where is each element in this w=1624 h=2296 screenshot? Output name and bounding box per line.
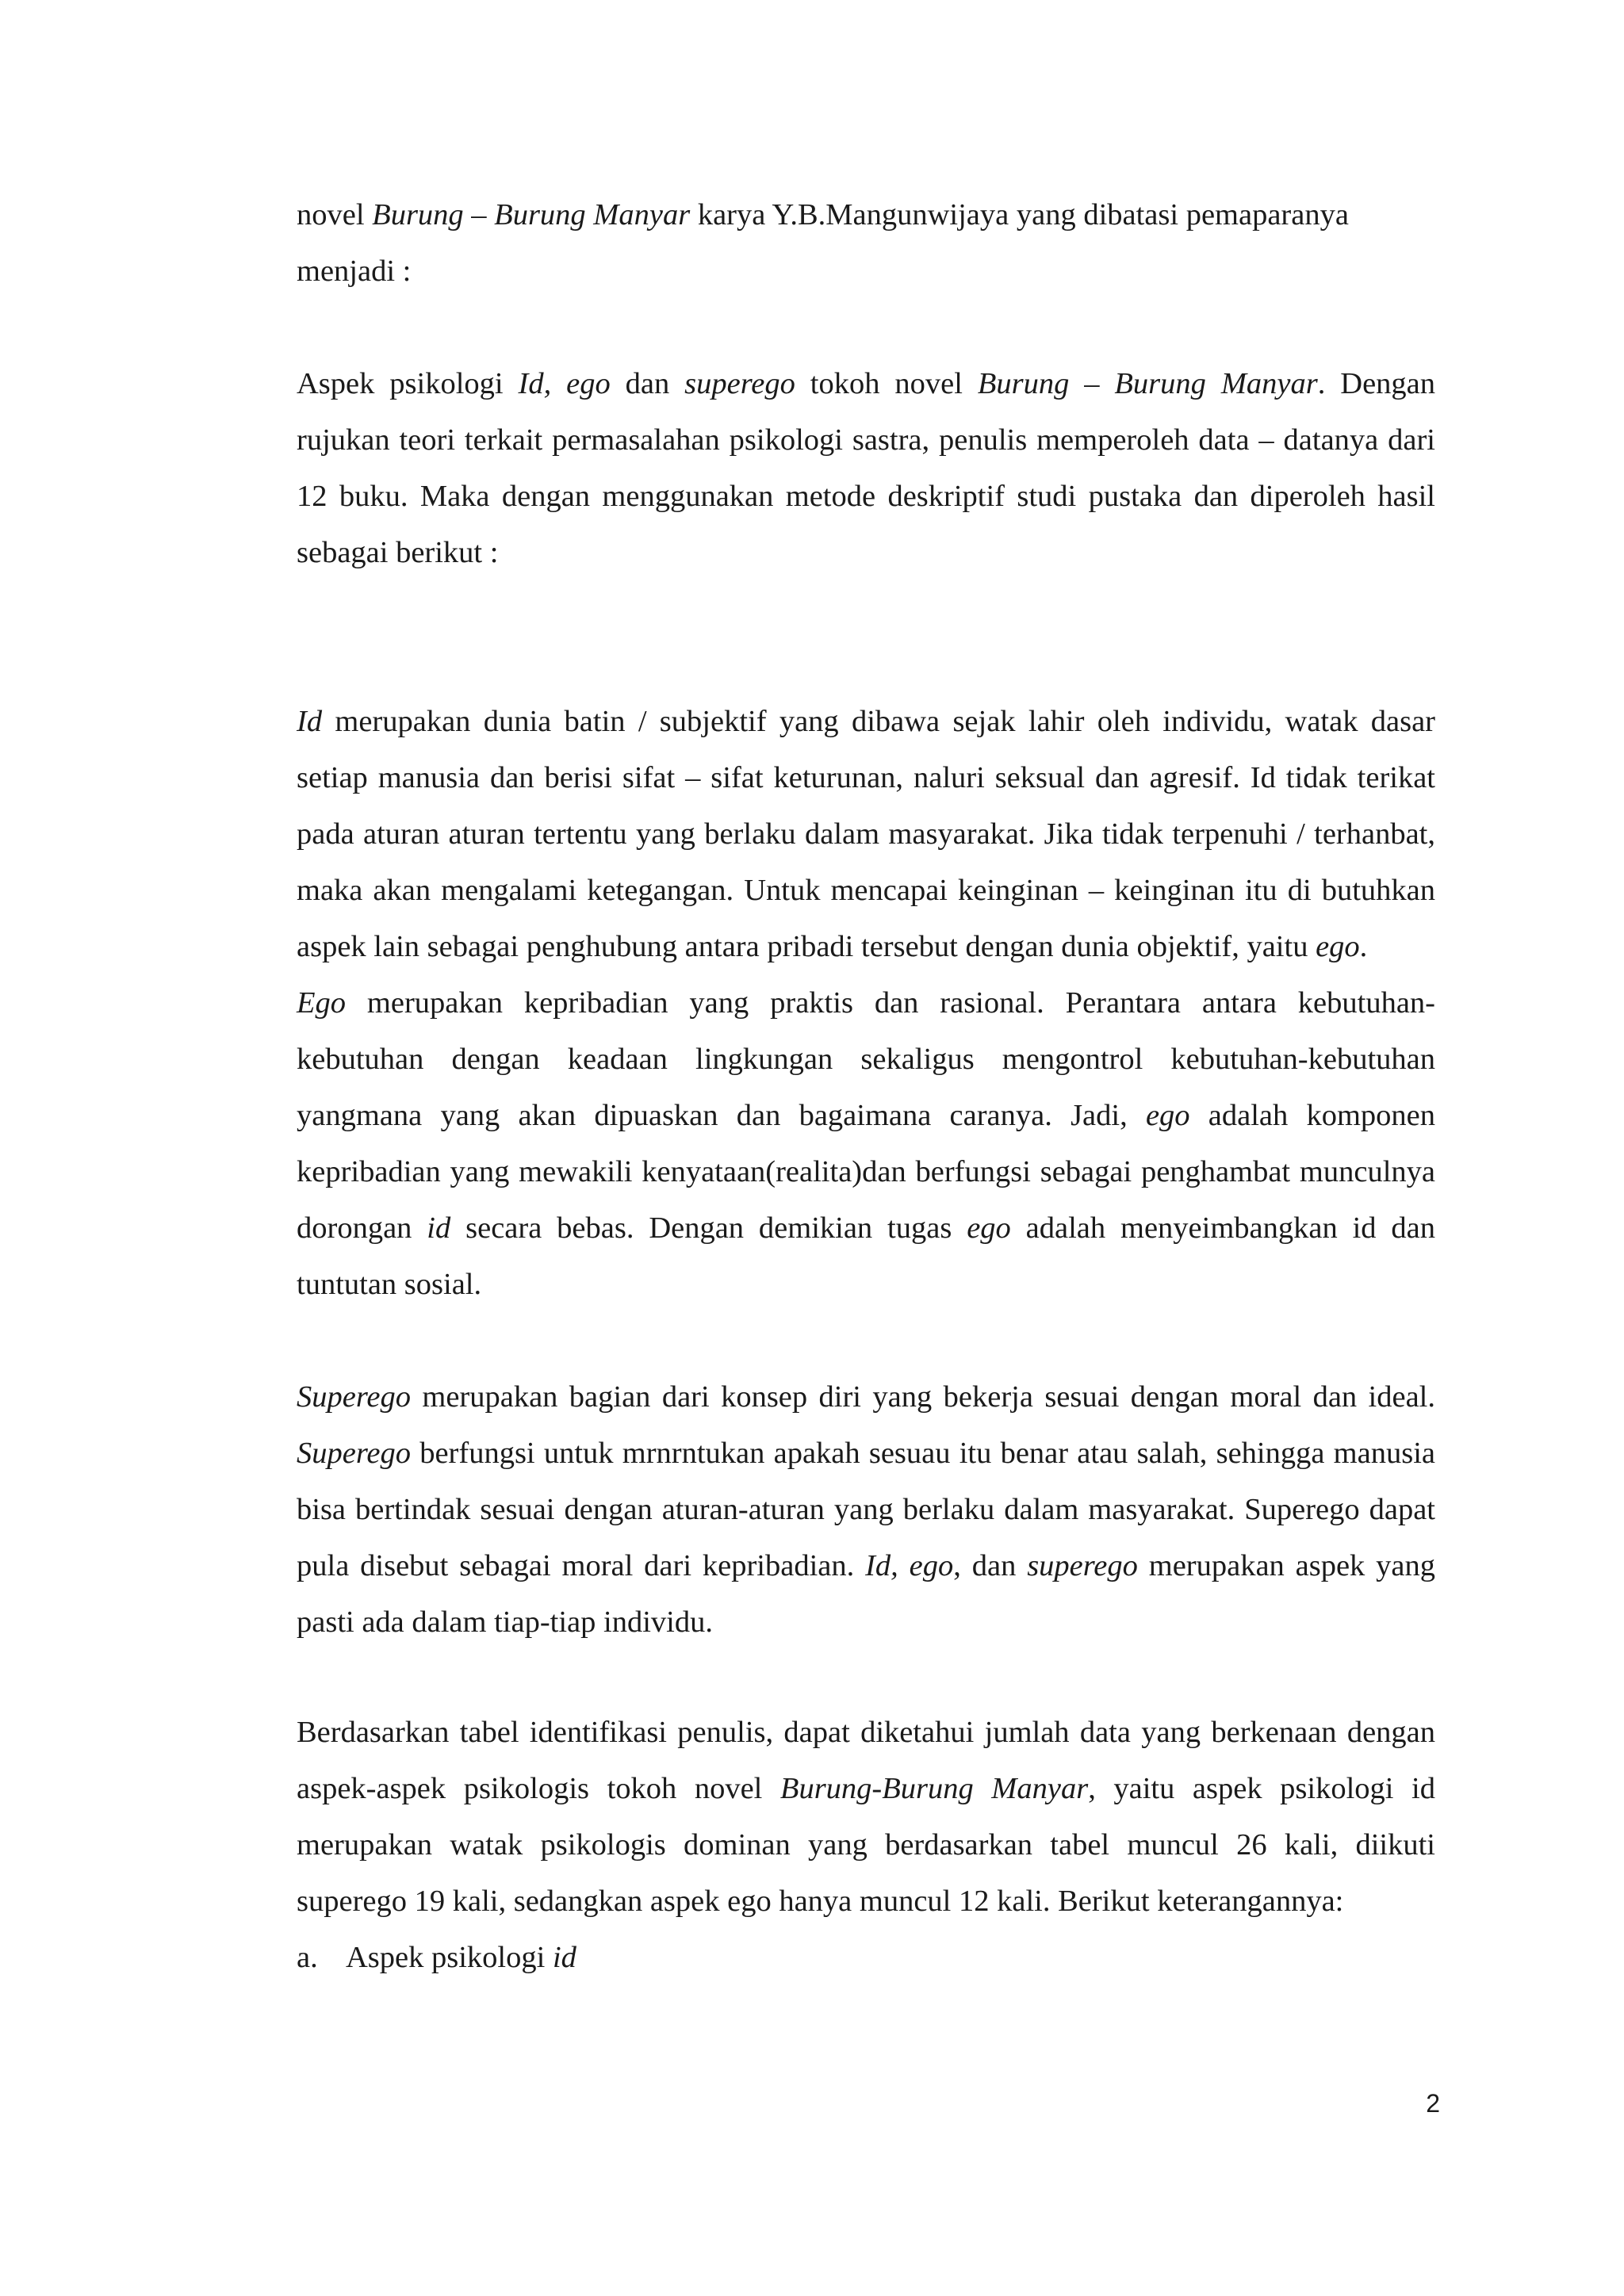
- paragraph-superego: [297, 1369, 1435, 1651]
- text-run: merupakan dunia batin / subjektif yang dibawa sejak lahir oleh individu, watak dasar setiap manusia dan berisi sifat – sifat keturunan, naluri seksual dan agresif. Id tidak terikat pada aturan aturan tertentu yang berlaku dalam masyarakat. Jika tidak terpenuhi / terhanbat, maka akan mengalami ketegangan. Untuk mencapai keinginan – keinginan itu di butuhkan aspek lain sebagai penghubung antara pribadi tersebut dengan dunia objektif, yaitu: [297, 705, 1435, 963]
- paragraph-aspek: [297, 356, 1435, 581]
- list-item-label: [346, 1930, 576, 1986]
- body-text: [297, 187, 1435, 1986]
- text-run: , yaitu aspek psikologi id merupakan watak psikologis dominan yang berdasarkan tabel muncul 26 kali, diikuti superego 19 kali, sedangkan aspek ego hanya muncul 12 kali. Berikut keterangannya:: [297, 1772, 1435, 1918]
- italic-run: ego: [1145, 1099, 1190, 1132]
- text-run: Berdasarkan tabel identifikasi penulis, dapat diketahui jumlah data yang berkenaan dengan aspek-aspek psikologis tokoh novel: [297, 1716, 1435, 1805]
- italic-run: ego: [967, 1211, 1011, 1245]
- italic-run: Id: [297, 705, 323, 738]
- italic-run: Superego: [297, 1437, 411, 1470]
- text-run: Aspek psikologi: [346, 1941, 553, 1974]
- italic-run: Burung – Burung Manyar: [977, 367, 1318, 400]
- italic-run: Id, ego: [518, 367, 611, 400]
- text-run: novel: [297, 198, 373, 232]
- italic-run: id: [427, 1211, 451, 1245]
- text-run: .: [1359, 930, 1368, 963]
- italic-run: id: [552, 1941, 576, 1974]
- text-run: secara bebas. Dengan demikian tugas: [450, 1211, 967, 1245]
- italic-run: Id, ego: [865, 1549, 954, 1582]
- text-run: . Dengan rujukan teori terkait permasalahan psikologi sastra, penulis memperoleh data – datanya dari 12 buku. Maka dengan menggunakan metode deskriptif studi pustaka dan diperoleh hasil sebagai berikut :: [297, 367, 1436, 569]
- text-run: tokoh novel: [795, 367, 978, 400]
- text-run: dan: [610, 367, 685, 400]
- italic-run: Superego: [297, 1380, 411, 1414]
- paragraph-intro: [297, 187, 1435, 300]
- list-item: [297, 1930, 1435, 1986]
- text-run: berfungsi untuk mrnrntukan apakah sesuau itu benar atau salah, sehingga manusia bisa bertindak sesuai dengan aturan-aturan yang berlaku dalam masyarakat. Superego dapat pula disebut sebagai moral dari kepribadian.: [297, 1437, 1435, 1582]
- italic-run: Ego: [297, 986, 347, 1020]
- text-run: merupakan bagian dari konsep diri yang bekerja sesuai dengan moral dan ideal.: [410, 1380, 1435, 1414]
- italic-run: ego: [1316, 930, 1360, 963]
- text-run: karya Y.B.Mangunwijaya yang dibatasi pemaparanya menjadi :: [297, 198, 1349, 288]
- text-run: adalah menyeimbangkan id dan tuntutan sosial.: [297, 1211, 1435, 1301]
- italic-run: Burung-Burung Manyar: [779, 1772, 1089, 1805]
- text-run: Aspek psikologi: [297, 367, 519, 400]
- text-run: merupakan kepribadian yang praktis dan rasional. Perantara antara kebutuhan-kebutuhan dengan keadaan lingkungan sekaligus mengontrol kebutuhan-kebutuhan yangmana yang akan dipuaskan dan bagaimana caranya. Jadi,: [297, 986, 1435, 1132]
- paragraph-ego: [297, 975, 1435, 1313]
- text-run: , dan: [953, 1549, 1028, 1582]
- paragraph-id: [297, 694, 1435, 975]
- italic-run: superego: [684, 367, 795, 400]
- italic-run: Burung – Burung Manyar: [372, 198, 691, 232]
- list-marker: a.: [297, 1941, 318, 1974]
- italic-run: superego: [1027, 1549, 1138, 1582]
- paragraph-berdasarkan: [297, 1705, 1435, 1930]
- text-run: adalah komponen kepribadian yang mewakili kenyataan(realita)dan berfungsi sebagai penghambat munculnya dorongan: [297, 1099, 1436, 1245]
- text-run: merupakan aspek yang pasti ada dalam tiap-tiap individu.: [297, 1549, 1436, 1639]
- page-number: 2: [1426, 2089, 1440, 2118]
